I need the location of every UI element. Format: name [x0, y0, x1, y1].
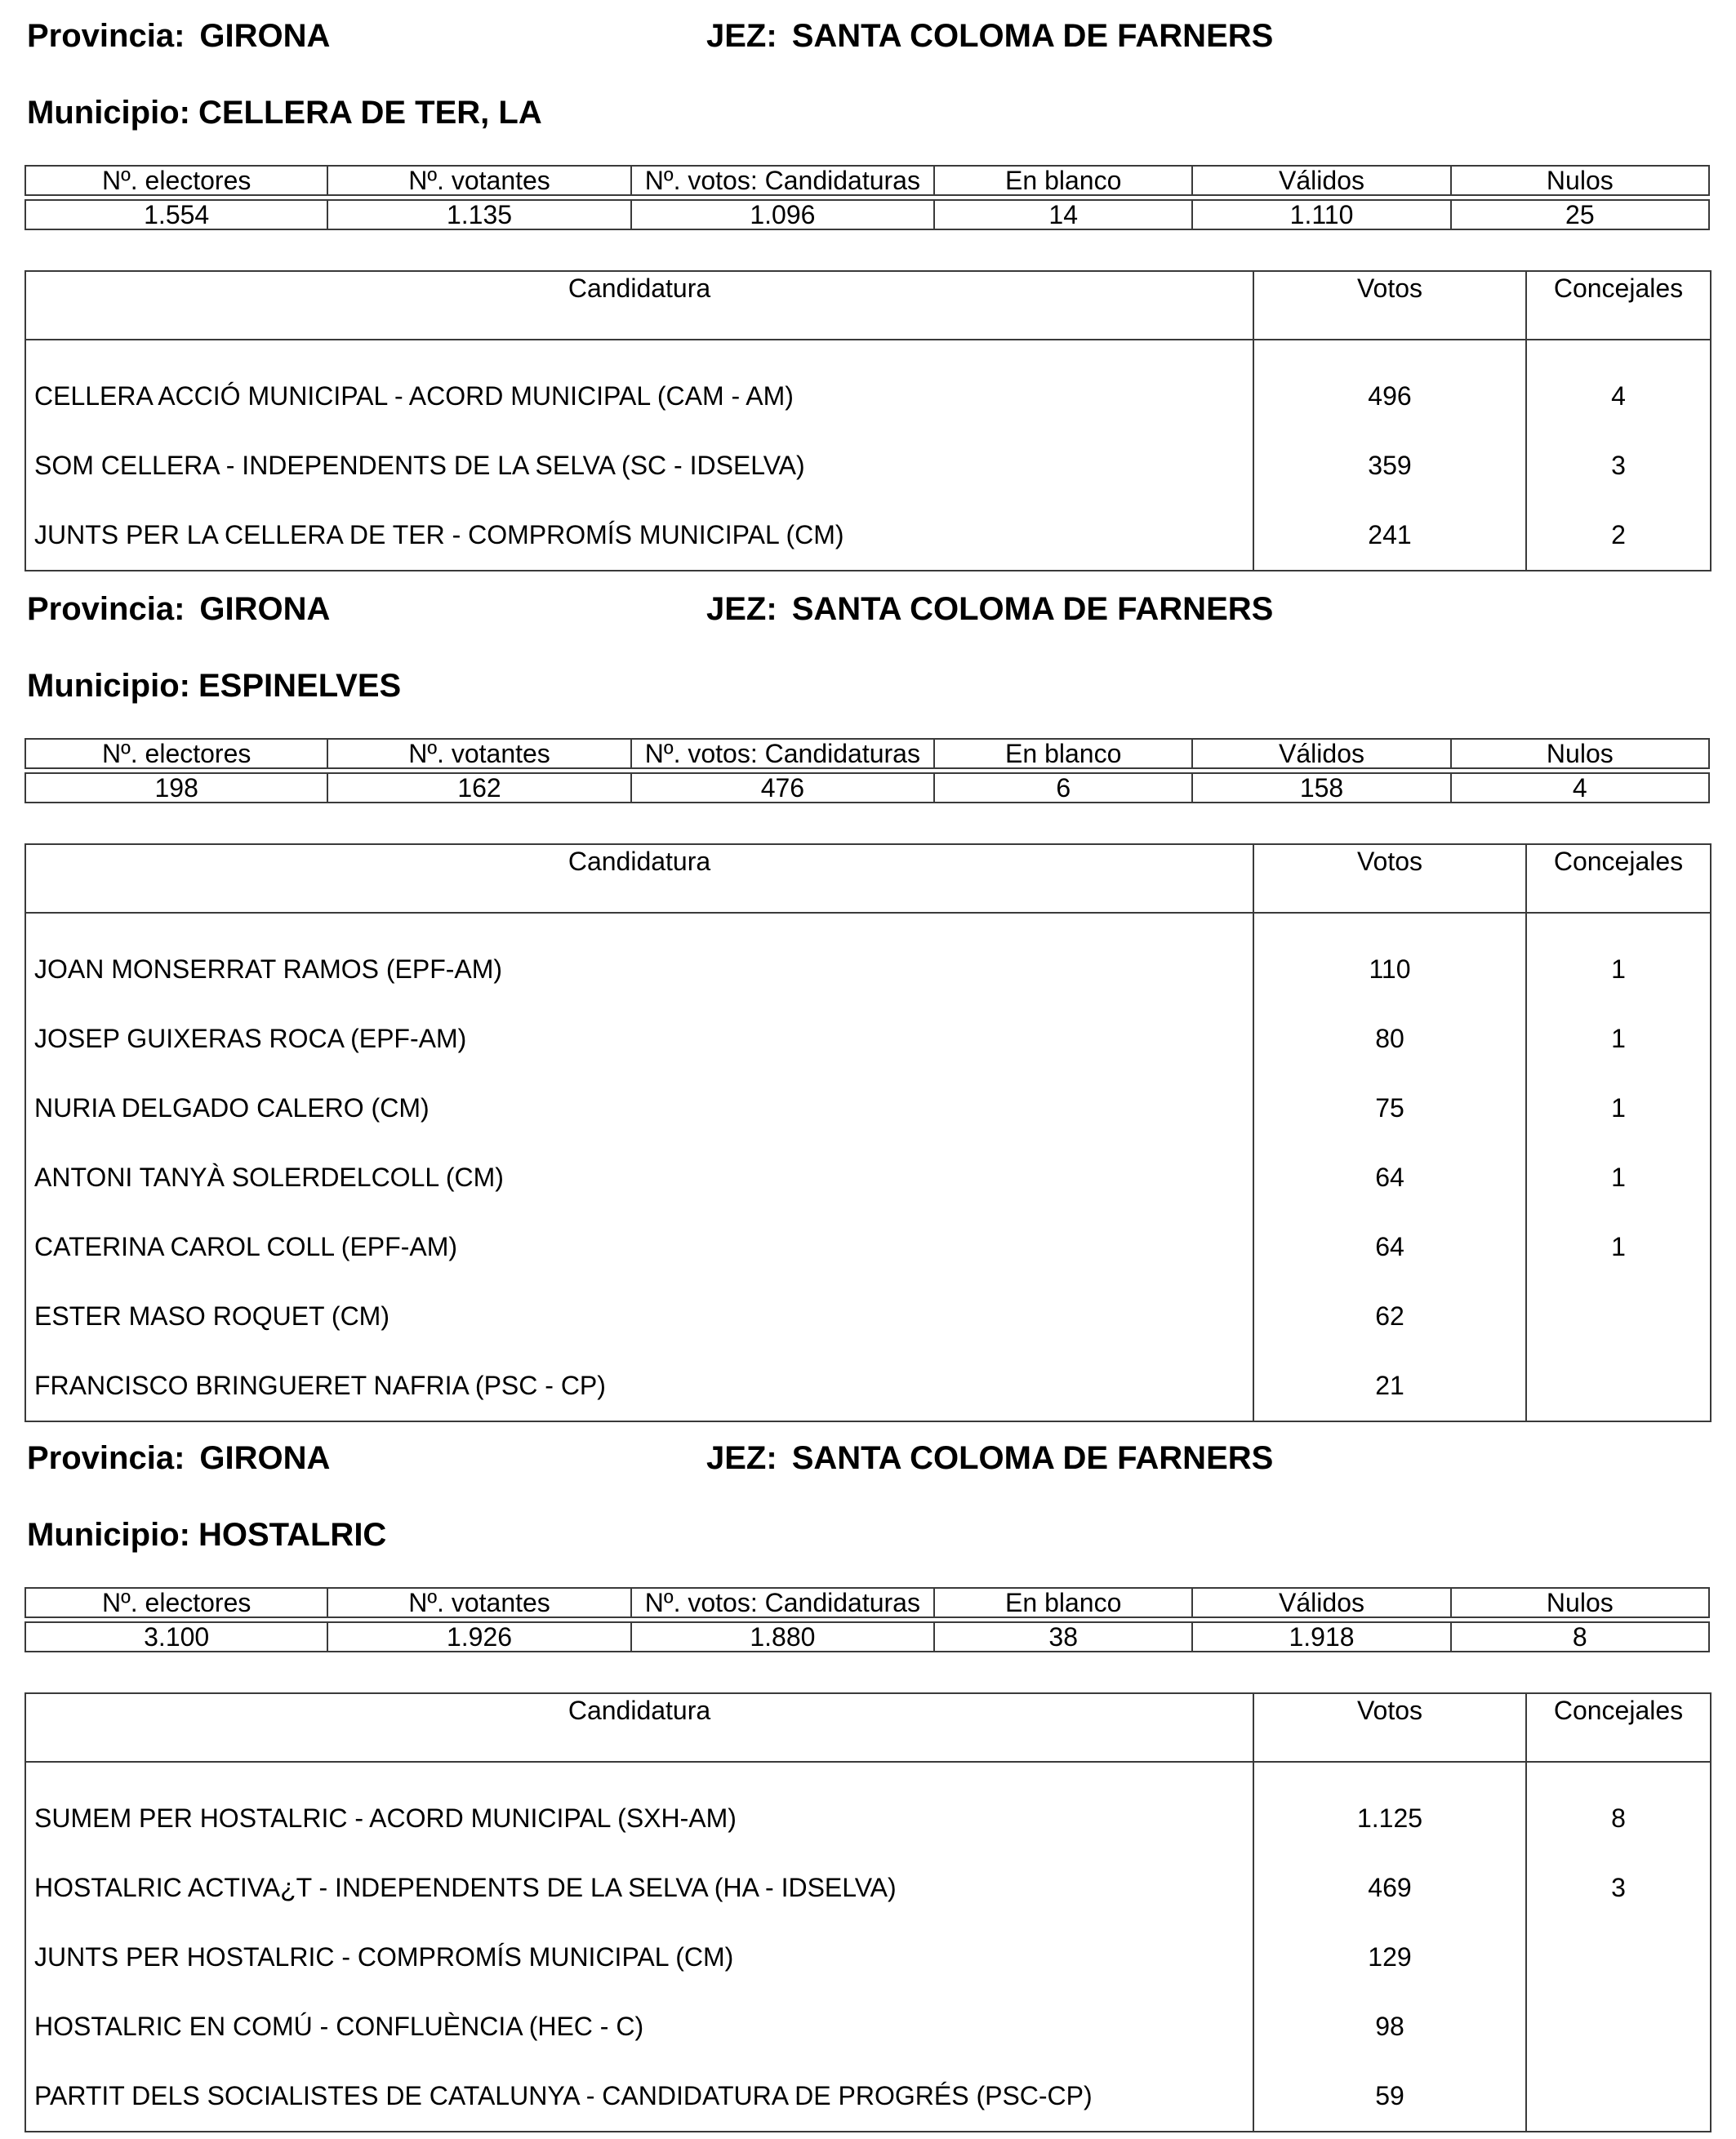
candidatura-row	[25, 1004, 1711, 1074]
candidatura-concejales: 1	[1526, 913, 1711, 1004]
jez-header	[706, 16, 1273, 56]
candidaturas-header-row	[25, 271, 1711, 340]
candidatura-name: HOSTALRIC EN COMÚ - CONFLUÈNCIA (HEC - C)	[25, 1992, 1253, 2061]
candidaturas-header-cell: Concejales	[1526, 844, 1711, 913]
candidatura-concejales: 3	[1526, 431, 1711, 500]
candidatura-concejales: 2	[1526, 500, 1711, 571]
candidatura-concejales: 4	[1526, 340, 1711, 431]
summary-header-cell: Nº. votantes	[327, 166, 630, 195]
candidaturas-table	[24, 843, 1712, 1422]
candidatura-row	[25, 1992, 1711, 2061]
candidatura-name: SOM CELLERA - INDEPENDENTS DE LA SELVA (SC - IDSELVA)	[25, 431, 1253, 500]
candidatura-row	[25, 1282, 1711, 1351]
jez-value: SANTA COLOMA DE FARNERS	[791, 1440, 1274, 1476]
jez-value: SANTA COLOMA DE FARNERS	[791, 18, 1274, 54]
candidatura-row	[25, 1212, 1711, 1282]
summary-header-cell: Nº. electores	[25, 739, 327, 768]
summary-header-cell: Nº. votos: Candidaturas	[631, 739, 934, 768]
candidatura-concejales: 1	[1526, 1074, 1711, 1143]
candidatura-votos: 241	[1253, 500, 1526, 571]
summary-header-cell: Válidos	[1192, 166, 1450, 195]
summary-value-cell: 25	[1451, 200, 1709, 229]
candidatura-name: FRANCISCO BRINGUERET NAFRIA (PSC - CP)	[25, 1351, 1253, 1421]
candidatura-name: NURIA DELGADO CALERO (CM)	[25, 1074, 1253, 1143]
provincia-label: Provincia:	[27, 1440, 185, 1476]
provincia-header	[27, 1439, 330, 1478]
candidatura-name: ANTONI TANYÀ SOLERDELCOLL (CM)	[25, 1143, 1253, 1212]
summary-header-cell: Nº. votos: Candidaturas	[631, 166, 934, 195]
summary-value-cell: 1.926	[327, 1622, 630, 1652]
summary-header-row	[25, 739, 1709, 768]
candidaturas-header-cell: Concejales	[1526, 271, 1711, 340]
candidatura-row	[25, 1853, 1711, 1923]
summary-values-row	[25, 200, 1709, 229]
candidaturas-header-row	[25, 844, 1711, 913]
summary-header-cell: Nulos	[1451, 739, 1709, 768]
provincia-value: GIRONA	[199, 591, 331, 627]
candidatura-row	[25, 1762, 1711, 1853]
candidatura-concejales	[1526, 1923, 1711, 1992]
provincia-label: Provincia:	[27, 18, 185, 54]
candidatura-votos: 1.125	[1253, 1762, 1526, 1853]
summary-header-cell: En blanco	[934, 1588, 1192, 1617]
candidatura-concejales	[1526, 2061, 1711, 2132]
candidaturas-table	[24, 1692, 1712, 2132]
provincia-header	[27, 16, 330, 56]
candidatura-row	[25, 431, 1711, 500]
summary-value-cell: 198	[25, 773, 327, 803]
candidatura-name: JUNTS PER HOSTALRIC - COMPROMÍS MUNICIPAL (CM)	[25, 1923, 1253, 1992]
candidatura-name: JOAN MONSERRAT RAMOS (EPF-AM)	[25, 913, 1253, 1004]
provincia-header	[27, 589, 330, 629]
candidaturas-header-cell: Votos	[1253, 271, 1526, 340]
candidatura-votos: 75	[1253, 1074, 1526, 1143]
summary-value-cell: 8	[1451, 1622, 1709, 1652]
candidatura-name: PARTIT DELS SOCIALISTES DE CATALUNYA - CANDIDATURA DE PROGRÉS (PSC-CP)	[25, 2061, 1253, 2132]
summary-header-row	[25, 1588, 1709, 1617]
candidatura-row	[25, 1351, 1711, 1421]
summary-value-cell: 1.110	[1192, 200, 1450, 229]
candidatura-row	[25, 1074, 1711, 1143]
municipio-label: Municipio:	[27, 1517, 190, 1553]
candidatura-votos: 469	[1253, 1853, 1526, 1923]
summary-value-cell: 14	[934, 200, 1192, 229]
candidatura-votos: 62	[1253, 1282, 1526, 1351]
summary-value-cell: 4	[1451, 773, 1709, 803]
candidatura-votos: 21	[1253, 1351, 1526, 1421]
summary-values-row	[25, 1622, 1709, 1652]
jez-header	[706, 589, 1273, 629]
summary-header-cell: En blanco	[934, 739, 1192, 768]
provincia-value: GIRONA	[199, 18, 331, 54]
candidatura-votos: 64	[1253, 1212, 1526, 1282]
candidatura-name: JUNTS PER LA CELLERA DE TER - COMPROMÍS MUNICIPAL (CM)	[25, 500, 1253, 571]
jez-value: SANTA COLOMA DE FARNERS	[791, 591, 1274, 627]
summary-header-cell: En blanco	[934, 166, 1192, 195]
summary-header-cell: Nulos	[1451, 166, 1709, 195]
summary-value-cell: 3.100	[25, 1622, 327, 1652]
candidatura-concejales	[1526, 1992, 1711, 2061]
summary-value-cell: 1.135	[327, 200, 630, 229]
candidatura-votos: 59	[1253, 2061, 1526, 2132]
provincia-value: GIRONA	[199, 1440, 331, 1476]
municipio-value: ESPINELVES	[198, 668, 402, 704]
candidaturas-header-cell: Candidatura	[25, 1693, 1253, 1762]
candidatura-row	[25, 1923, 1711, 1992]
candidatura-row	[25, 2061, 1711, 2132]
summary-table	[24, 1587, 1710, 1652]
municipio-header	[27, 666, 401, 705]
summary-header-cell: Nº. votantes	[327, 1588, 630, 1617]
candidatura-concejales: 1	[1526, 1004, 1711, 1074]
municipio-header	[27, 1515, 386, 1554]
candidatura-concejales: 1	[1526, 1143, 1711, 1212]
summary-value-cell: 1.918	[1192, 1622, 1450, 1652]
summary-header-cell: Válidos	[1192, 1588, 1450, 1617]
summary-value-cell: 158	[1192, 773, 1450, 803]
candidatura-votos: 359	[1253, 431, 1526, 500]
candidatura-votos: 110	[1253, 913, 1526, 1004]
candidatura-concejales	[1526, 1282, 1711, 1351]
municipio-label: Municipio:	[27, 668, 190, 704]
candidatura-concejales: 8	[1526, 1762, 1711, 1853]
candidaturas-header-cell: Candidatura	[25, 271, 1253, 340]
summary-header-cell: Nº. votos: Candidaturas	[631, 1588, 934, 1617]
candidatura-votos: 496	[1253, 340, 1526, 431]
candidatura-concejales	[1526, 1351, 1711, 1421]
summary-table	[24, 738, 1710, 803]
summary-values-row	[25, 773, 1709, 803]
candidatura-name: HOSTALRIC ACTIVA¿T - INDEPENDENTS DE LA SELVA (HA - IDSELVA)	[25, 1853, 1253, 1923]
summary-value-cell: 6	[934, 773, 1192, 803]
summary-value-cell: 162	[327, 773, 630, 803]
candidatura-name: CATERINA CAROL COLL (EPF-AM)	[25, 1212, 1253, 1282]
candidaturas-header-cell: Votos	[1253, 844, 1526, 913]
candidaturas-header-row	[25, 1693, 1711, 1762]
summary-header-cell: Nº. electores	[25, 1588, 327, 1617]
candidatura-row	[25, 913, 1711, 1004]
candidatura-name: SUMEM PER HOSTALRIC - ACORD MUNICIPAL (SXH-AM)	[25, 1762, 1253, 1853]
candidatura-votos: 80	[1253, 1004, 1526, 1074]
provincia-label: Provincia:	[27, 591, 185, 627]
candidatura-row	[25, 340, 1711, 431]
summary-header-cell: Nº. electores	[25, 166, 327, 195]
summary-value-cell: 38	[934, 1622, 1192, 1652]
candidaturas-header-cell: Candidatura	[25, 844, 1253, 913]
summary-header-cell: Nº. votantes	[327, 739, 630, 768]
candidaturas-table	[24, 270, 1712, 571]
jez-label: JEZ:	[706, 591, 777, 627]
summary-value-cell: 1.554	[25, 200, 327, 229]
municipio-label: Municipio:	[27, 95, 190, 131]
summary-header-row	[25, 166, 1709, 195]
candidatura-name: JOSEP GUIXERAS ROCA (EPF-AM)	[25, 1004, 1253, 1074]
candidatura-row	[25, 500, 1711, 571]
candidaturas-header-cell: Votos	[1253, 1693, 1526, 1762]
candidatura-concejales: 3	[1526, 1853, 1711, 1923]
summary-header-cell: Válidos	[1192, 739, 1450, 768]
summary-value-cell: 476	[631, 773, 934, 803]
candidatura-votos: 98	[1253, 1992, 1526, 2061]
jez-label: JEZ:	[706, 1440, 777, 1476]
candidatura-name: CELLERA ACCIÓ MUNICIPAL - ACORD MUNICIPAL (CAM - AM)	[25, 340, 1253, 431]
jez-header	[706, 1439, 1273, 1478]
summary-value-cell: 1.880	[631, 1622, 934, 1652]
candidatura-concejales: 1	[1526, 1212, 1711, 1282]
candidatura-votos: 64	[1253, 1143, 1526, 1212]
municipio-header	[27, 93, 542, 132]
candidatura-name: ESTER MASO ROQUET (CM)	[25, 1282, 1253, 1351]
candidaturas-header-cell: Concejales	[1526, 1693, 1711, 1762]
municipio-value: HOSTALRIC	[198, 1517, 387, 1553]
summary-header-cell: Nulos	[1451, 1588, 1709, 1617]
candidatura-votos: 129	[1253, 1923, 1526, 1992]
jez-label: JEZ:	[706, 18, 777, 54]
summary-table	[24, 165, 1710, 230]
candidatura-row	[25, 1143, 1711, 1212]
municipio-value: CELLERA DE TER, LA	[198, 95, 542, 131]
summary-value-cell: 1.096	[631, 200, 934, 229]
